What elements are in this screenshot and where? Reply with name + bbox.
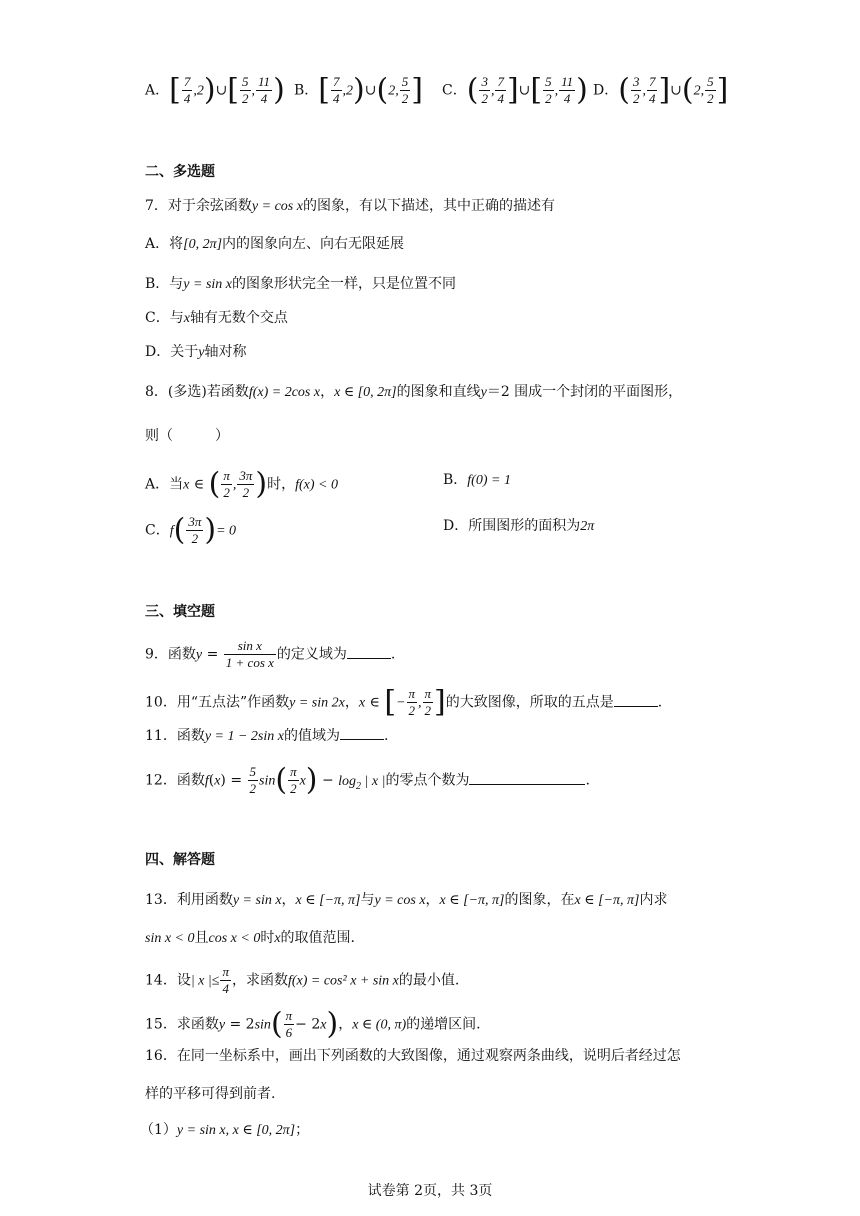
- q7-option-c: C．与x轴有无数个交点: [145, 310, 288, 326]
- fraction: $\frac{7}{4}$: [648, 74, 656, 106]
- fraction: $\frac{5}{2}$: [545, 74, 552, 106]
- q8-stem-line2: 则（ ）: [145, 428, 229, 444]
- q16-sub1: （1）y = sin x, x ∈ [0, 2π]；: [140, 1122, 310, 1138]
- q13-line1: 13．利用函数y = sin x，x ∈ [−π, π]与y = cos x，x ∈ [−π, π]的图象，在x ∈ [−π, π]内求: [145, 892, 668, 908]
- page-footer: 试卷第 2页，共 3页: [367, 1183, 493, 1199]
- bracket: ): [203, 72, 216, 108]
- bracket: [: [169, 72, 181, 108]
- section-heading-fill-blank: 三、填空题: [145, 604, 215, 620]
- fraction: $\frac{5}{2}$: [707, 74, 714, 106]
- q7-option-d: D．关于y轴对称: [145, 344, 247, 360]
- fraction: $\frac{7}{4}$: [333, 74, 340, 106]
- section-heading-solve: 四、解答题: [145, 852, 215, 868]
- fraction: $\frac{11}{4}$: [561, 74, 574, 106]
- union-symbol: ∪: [670, 82, 682, 99]
- q8-option-a: A．当x ∈ ( $\frac{\pi}{2}$ , $\frac{3\pi}{2}$ )时，f(x) < 0: [145, 466, 338, 502]
- fraction: $\frac{3}{2}$: [481, 74, 488, 106]
- fraction: $\frac{\pi}{2}$: [223, 468, 230, 500]
- q7-option-b: B．与y = sin x的图象形状完全一样，只是位置不同: [145, 276, 457, 292]
- q12: 12．函数f(x) = $\frac{5}{2}$ sin( $\frac{\pi}{2}$ $x) - \log_2$ | x |的零点个数为 .: [145, 762, 590, 798]
- fraction: $\frac{\pi}{4}$: [222, 964, 229, 996]
- fraction: $\frac{\pi}{2}$: [424, 686, 432, 718]
- option-label: D．: [593, 82, 619, 99]
- fraction: $\frac{3\pi}{2}$: [239, 468, 253, 500]
- option-label: C．: [442, 82, 467, 99]
- fraction: $\frac{3}{2}$: [632, 74, 640, 106]
- q8-option-c: C．f( $\frac{3\pi}{2}$ )= 0: [145, 512, 237, 548]
- q8-option-b: B．f(0) = 1: [443, 472, 511, 488]
- fraction: $\frac{7}{4}$: [497, 74, 504, 106]
- fraction: $\frac{5}{2}$: [242, 74, 249, 106]
- answer-blank[interactable]: [614, 692, 658, 707]
- q8-stem: 8．(多选)若函数f(x) = 2cos x，x ∈ [0, 2π]的图象和直线y＝2 围成一个封闭的平面图形，: [145, 384, 683, 400]
- q6-option-b: B．[ $\frac{7}{4}$ ,2)∪(2, $\frac{5}{2}$ ]: [294, 72, 423, 108]
- fraction: $\frac{3\pi}{2}$: [188, 514, 202, 546]
- fraction: $\frac{\pi}{2}$: [290, 764, 297, 796]
- union-symbol: ∪: [518, 82, 531, 99]
- q14: 14．设| x |≤ $\frac{\pi}{4}$ ，求函数f(x) = cos² x + sin x的最小值.: [145, 964, 460, 996]
- q8-option-d: D．所围图形的面积为2π: [443, 518, 595, 534]
- answer-blank[interactable]: [469, 770, 585, 785]
- fraction: $\frac{\pi}{6}$: [285, 1008, 293, 1040]
- fraction: $\frac{11}{4}$: [258, 74, 271, 106]
- union-symbol: ∪: [215, 82, 228, 99]
- q9: 9．函数y = $\frac{\text{sin x}}{\text{1 + cos x}}$ 的定义域为 .: [145, 638, 396, 670]
- q6-option-d: D．( $\frac{3}{2}$ , $\frac{7}{4}$ ]∪(2, $\frac{5}{2}$ ]: [593, 72, 729, 108]
- union-symbol: ∪: [364, 82, 377, 99]
- q6-option-a: A．[ $\frac{7}{4}$ ,2)∪[ $\frac{5}{2}$ , $\frac{11}{4}$ ): [145, 72, 285, 108]
- q7-stem: 7．对于余弦函数y = cos x的图象，有以下描述，其中正确的描述有: [145, 198, 555, 214]
- q13-line2: sin x < 0且cos x < 0时x的取值范围.: [145, 930, 355, 946]
- q10: 10．用“五点法”作函数y = sin 2x，x ∈ [− $\frac{\pi}{2}$ , $\frac{\pi}{2}$ ]的大致图像，所取的五点是 .: [145, 684, 663, 720]
- q16-line2: 样的平移可得到前者.: [145, 1086, 276, 1102]
- fraction: $\frac{\pi}{2}$: [408, 686, 416, 718]
- q11: 11．函数y = 1 − 2sin x的值域为 .: [145, 724, 388, 749]
- fraction: $\frac{\text{sin x}}{\text{1 + cos x}}$: [225, 638, 274, 670]
- answer-blank[interactable]: [347, 644, 391, 659]
- option-label: A．: [145, 82, 170, 99]
- fraction: $\frac{7}{4}$: [183, 74, 191, 106]
- fraction: $\frac{5}{2}$: [401, 74, 409, 106]
- answer-blank[interactable]: [340, 725, 384, 740]
- fraction: $\frac{5}{2}$: [249, 764, 256, 796]
- q15: 15．求函数y = 2sin( $\frac{\pi}{6}$ − 2x)，x ∈ (0, π)的递增区间.: [145, 1006, 481, 1042]
- section-heading-multi-choice: 二、多选题: [145, 164, 215, 180]
- q6-option-c: C．( $\frac{3}{2}$ , $\frac{7}{4}$ ]∪[ $\frac{5}{2}$ , $\frac{11}{4}$ ): [442, 72, 588, 108]
- q7-option-a: A．将[0, 2π]内的图象向左、向右无限延展: [145, 236, 405, 252]
- option-label: B．: [294, 82, 319, 99]
- q16-line1: 16．在同一坐标系中，画出下列函数的大致图像，通过观察两条曲线，说明后者经过怎: [145, 1048, 681, 1064]
